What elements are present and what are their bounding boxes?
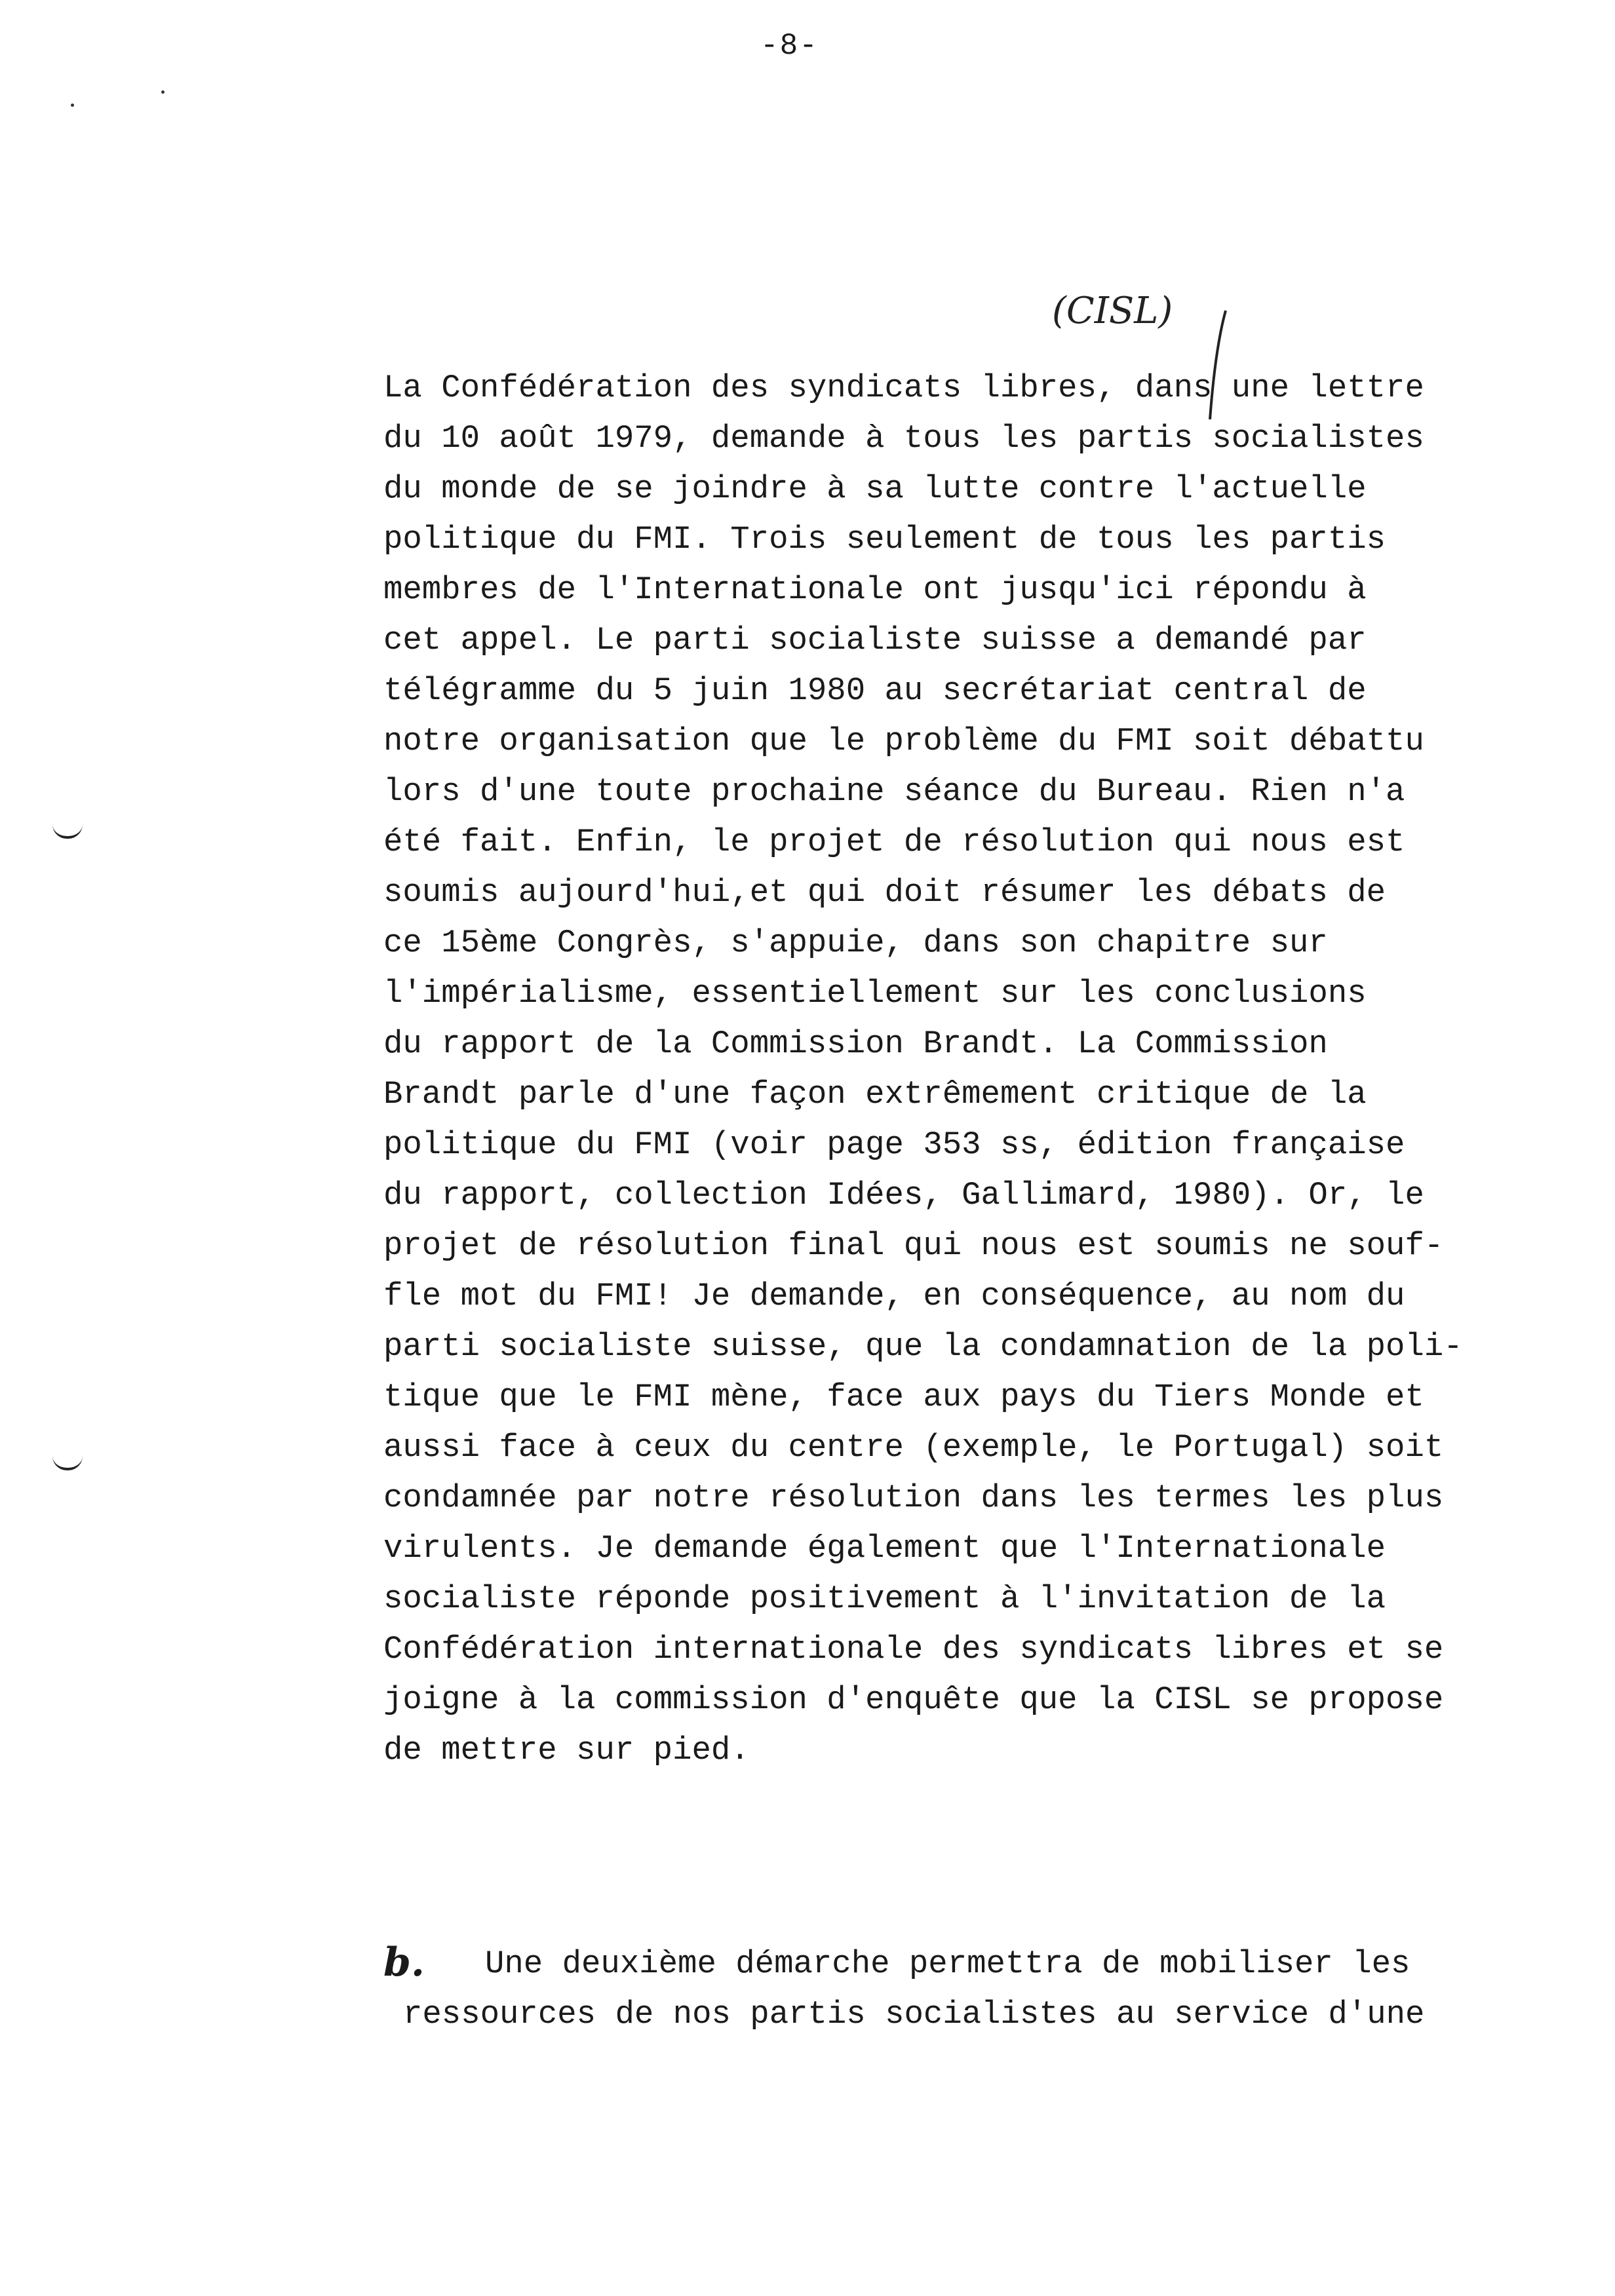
paragraph-line: du 10 août 1979, demande à tous les partis socialistes — [383, 420, 1424, 457]
paragraph-line: soumis aujourd'hui,et qui doit résumer les débats de — [383, 874, 1386, 911]
paragraph-line: joigne à la commission d'enquête que la CISL se propose — [383, 1681, 1444, 1718]
paragraph-line: politique du FMI. Trois seulement de tous les partis — [383, 521, 1386, 558]
paragraph-line: du monde de se joindre à sa lutte contre l'actuelle — [383, 470, 1367, 507]
handwritten-annotation: (CISL) — [1052, 290, 1173, 332]
paragraph-line: l'impérialisme, essentiellement sur les conclusions — [383, 975, 1367, 1012]
paragraph-line: parti socialiste suisse, que la condamnation de la poli- — [383, 1328, 1463, 1365]
paragraph-line: condamnée par notre résolution dans les termes les plus — [383, 1480, 1444, 1516]
margin-mark — [52, 1456, 83, 1470]
paragraph-line: tique que le FMI mène, face aux pays du Tiers Monde et — [383, 1379, 1424, 1415]
item-line: Une deuxième démarche permettra de mobiliser les — [485, 1945, 1411, 1982]
item-marker: b. — [383, 1940, 425, 1985]
paragraph-line: du rapport de la Commission Brandt. La Commission — [383, 1025, 1328, 1062]
paragraph-line: du rapport, collection Idées, Gallimard, 1980). Or, le — [383, 1177, 1424, 1214]
paragraph-line: Confédération internationale des syndicats libres et se — [383, 1631, 1444, 1668]
scan-speck — [161, 90, 165, 94]
paragraph-line: fle mot du FMI! Je demande, en conséquence, au nom du — [383, 1278, 1405, 1314]
paragraph-line: notre organisation que le problème du FMI soit débattu — [383, 723, 1424, 759]
paragraph-line: virulents. Je demande également que l'Internationale — [383, 1530, 1386, 1567]
paragraph-line: membres de l'Internationale ont jusqu'ici répondu à — [383, 571, 1367, 608]
handwritten-insertion-stroke — [1206, 308, 1232, 426]
paragraph-line: politique du FMI (voir page 353 ss, édition française — [383, 1126, 1405, 1163]
paragraph-line: cet appel. Le parti socialiste suisse a demandé par — [383, 622, 1367, 659]
paragraph-line: Brandt parle d'une façon extrêmement critique de la — [383, 1076, 1367, 1113]
margin-mark — [52, 824, 83, 839]
paragraph-line: lors d'une toute prochaine séance du Bureau. Rien n'a — [383, 773, 1405, 810]
item-line: ressources de nos partis socialistes au service d'une — [403, 1996, 1425, 2033]
paragraph-line: La Confédération des syndicats libres, dans une lettre — [383, 370, 1424, 406]
paragraph-line: aussi face à ceux du centre (exemple, le Portugal) soit — [383, 1429, 1444, 1466]
paragraph-line: télégramme du 5 juin 1980 au secrétariat central de — [383, 672, 1367, 709]
paragraph-line: été fait. Enfin, le projet de résolution qui nous est — [383, 824, 1405, 860]
paragraph-line: de mettre sur pied. — [383, 1732, 750, 1769]
paragraph-line: ce 15ème Congrès, s'appuie, dans son chapitre sur — [383, 925, 1328, 961]
page-number: -8- — [760, 29, 819, 63]
paragraph-line: socialiste réponde positivement à l'invitation de la — [383, 1580, 1386, 1617]
paragraph-line: projet de résolution final qui nous est soumis ne souf- — [383, 1227, 1444, 1264]
scan-speck — [71, 104, 74, 107]
